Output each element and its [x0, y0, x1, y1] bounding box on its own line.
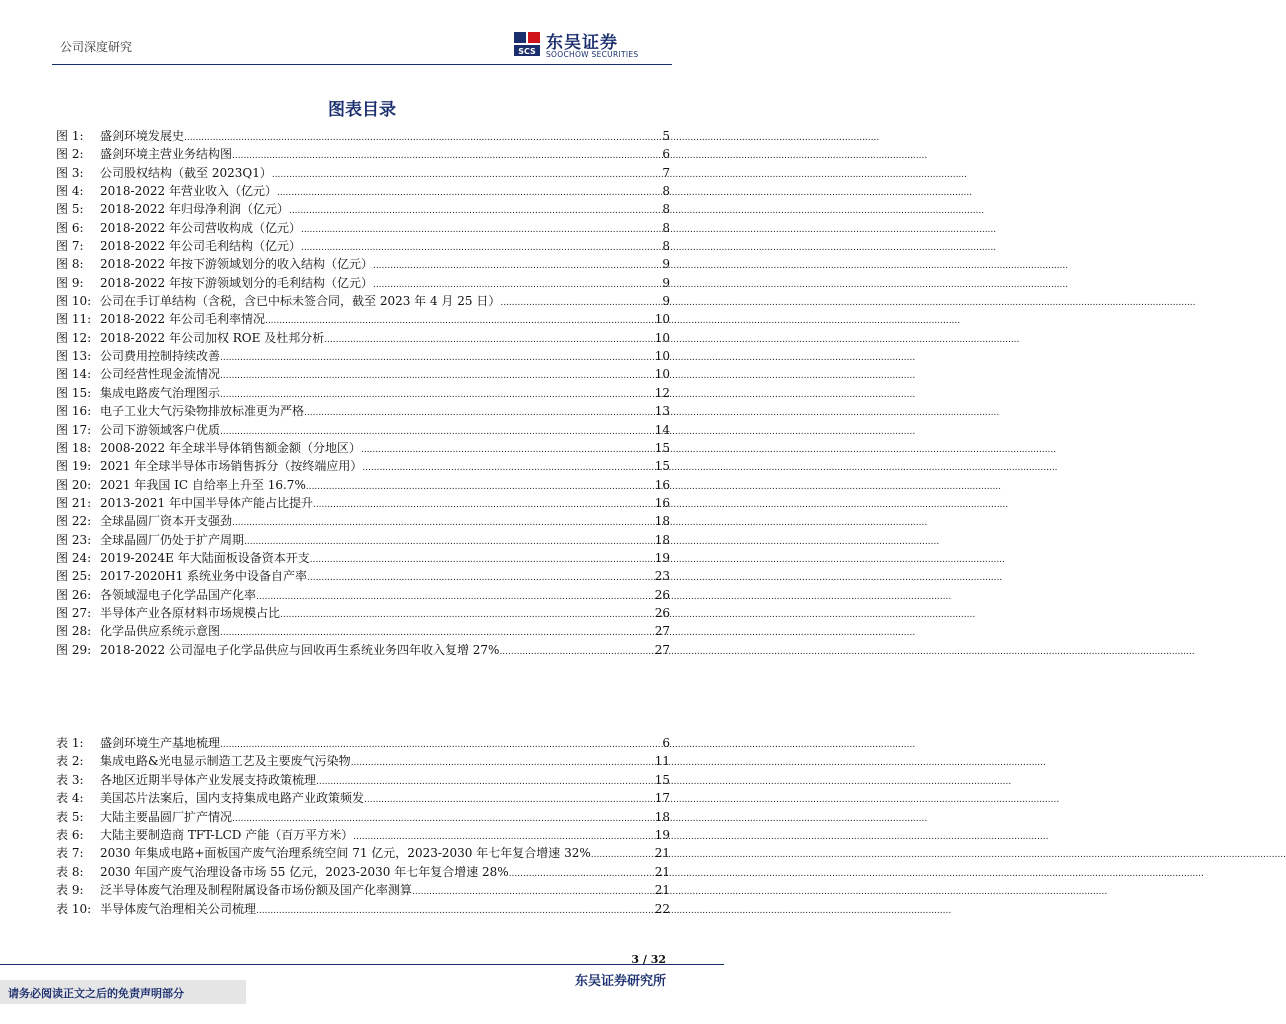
- dot-leader: [310, 551, 654, 569]
- entry-title[interactable]: 2021 年全球半导体市场销售拆分（按终端应用）: [100, 459, 363, 474]
- svg-text:SCS: SCS: [518, 47, 536, 56]
- entry-title[interactable]: 半导体产业各原材料市场规模占比: [100, 605, 281, 620]
- entry-title[interactable]: 各地区近期半导体产业发展支持政策梳理: [100, 772, 317, 787]
- entry-page-number[interactable]: 23: [654, 569, 670, 584]
- disclaimer-box: [0, 980, 246, 1004]
- figure-toc-entry[interactable]: [56, 200, 670, 218]
- entry-page-number[interactable]: 21: [654, 883, 670, 898]
- entry-label: 图 15:: [56, 385, 92, 400]
- figure-toc-entry[interactable]: [56, 237, 670, 255]
- entry-title[interactable]: 化学品供应系统示意图: [100, 624, 221, 639]
- entry-label: 图 3:: [56, 165, 84, 180]
- entry-label: 图 8:: [56, 257, 84, 272]
- entry-label: 表 6:: [56, 827, 84, 842]
- dot-leader: [361, 441, 654, 459]
- entry-page-number[interactable]: 18: [654, 514, 670, 529]
- dot-leader: [256, 588, 654, 606]
- entry-page-number[interactable]: 9: [662, 275, 670, 290]
- entry-title[interactable]: 盛剑环境主营业务结构图: [100, 147, 233, 162]
- entry-title[interactable]: 2018-2022 年按下游领域划分的毛利结构（亿元）: [100, 275, 373, 290]
- entry-page-number[interactable]: 27: [654, 624, 670, 639]
- entry-page-number[interactable]: 10: [654, 367, 670, 382]
- entry-page-number[interactable]: 15: [654, 440, 670, 455]
- logo-chinese-name: 东吴证券: [546, 33, 618, 53]
- dot-leader: [232, 514, 654, 532]
- dot-leader: [306, 478, 654, 496]
- figure-toc-entry[interactable]: [56, 255, 670, 273]
- page-header: [52, 28, 672, 64]
- entry-title[interactable]: 盛剑环境生产基地梳理: [100, 736, 221, 750]
- entry-page-number[interactable]: 8: [662, 202, 670, 217]
- entry-page-number[interactable]: 15: [654, 459, 670, 474]
- entry-label: 表 7:: [56, 846, 84, 861]
- table-toc-entry[interactable]: [56, 900, 670, 918]
- entry-page-number[interactable]: 21: [654, 864, 670, 879]
- dot-leader: [412, 883, 654, 901]
- entry-label: 图 22:: [56, 514, 92, 529]
- entry-page-number[interactable]: 18: [654, 809, 670, 824]
- dot-leader: [499, 643, 653, 661]
- dot-leader: [362, 459, 653, 477]
- entry-page-number[interactable]: 26: [654, 587, 670, 602]
- figure-toc-entry[interactable]: [56, 219, 670, 237]
- entry-page-number[interactable]: 19: [654, 827, 670, 842]
- entry-label: 图 17:: [56, 422, 92, 437]
- entry-page-number[interactable]: 15: [654, 772, 670, 787]
- entry-label: 图 27:: [56, 605, 92, 620]
- dot-leader: [373, 257, 661, 275]
- figure-toc-entry[interactable]: [56, 439, 670, 457]
- table-toc-entry[interactable]: [56, 752, 670, 770]
- entry-title[interactable]: 集成电路废气治理图示: [100, 385, 221, 400]
- entry-title[interactable]: 公司下游领域客户优质: [100, 422, 221, 437]
- entry-label: 图 28:: [56, 624, 92, 639]
- table-toc-entry[interactable]: [56, 881, 670, 899]
- figure-toc-entry[interactable]: [56, 604, 670, 622]
- figure-toc-entry[interactable]: [56, 457, 670, 475]
- dot-leader: [364, 791, 654, 809]
- entry-label: 表 9:: [56, 883, 84, 898]
- dot-leader: [256, 902, 654, 920]
- entry-title[interactable]: 2030 年国产废气治理设备市场 55 亿元，2023-2030 年七年复合增速 28%: [100, 864, 509, 879]
- entry-label: 图 26:: [56, 587, 92, 602]
- entry-page-number[interactable]: 6: [662, 736, 670, 750]
- entry-title[interactable]: 2008-2022 年全球半导体销售额金额（分地区）: [100, 440, 361, 455]
- figure-toc-entry[interactable]: [56, 586, 670, 604]
- entry-label: 表 3:: [56, 772, 84, 787]
- dot-leader: [304, 404, 654, 422]
- entry-title[interactable]: 大陆主要制造商 TFT-LCD 产能（百万平方米）: [100, 827, 354, 842]
- entry-page-number[interactable]: 9: [662, 294, 670, 309]
- entry-label: 图 25:: [56, 569, 92, 584]
- entry-title[interactable]: 2018-2022 公司湿电子化学品供应与回收再生系统业务四年收入复增 27%: [100, 642, 500, 657]
- logo-english-name: SOOCHOW SECURITIES: [546, 50, 639, 59]
- entry-page-number[interactable]: 27: [654, 642, 670, 657]
- dot-leader: [184, 129, 661, 147]
- institute-name: 东吴证券研究所: [574, 974, 666, 989]
- entry-label: 图 29:: [56, 642, 92, 657]
- entry-label: 图 6:: [56, 220, 84, 235]
- entry-page-number[interactable]: 5: [662, 129, 670, 143]
- entry-page-number[interactable]: 7: [662, 165, 670, 180]
- entry-label: 表 10:: [56, 901, 92, 916]
- entry-page-number[interactable]: 8: [662, 239, 670, 254]
- page-number: 3 / 32: [631, 953, 666, 966]
- entry-page-number[interactable]: 12: [654, 385, 670, 400]
- dot-leader: [324, 331, 654, 349]
- entry-title[interactable]: 全球晶圆厂仍处于扩产周期: [100, 532, 245, 547]
- entry-title[interactable]: 2018-2022 年公司营收构成（亿元）: [100, 220, 301, 235]
- figure-toc-entry[interactable]: [56, 310, 670, 328]
- entry-page-number[interactable]: 10: [654, 312, 670, 327]
- entry-label: 图 18:: [56, 440, 92, 455]
- entry-label: 图 21:: [56, 495, 92, 510]
- table-toc-entry[interactable]: [56, 863, 670, 881]
- entry-label: 图 9:: [56, 275, 84, 290]
- footer-divider: [0, 964, 724, 965]
- dot-leader: [220, 367, 654, 385]
- entry-page-number[interactable]: 16: [654, 495, 670, 510]
- report-type-label: 公司深度研究: [60, 40, 133, 54]
- entry-page-number[interactable]: 26: [654, 605, 670, 620]
- entry-page-number[interactable]: 8: [662, 184, 670, 199]
- entry-title[interactable]: 大陆主要晶圆厂扩产情况: [100, 809, 233, 824]
- figure-toc-entry[interactable]: [56, 567, 670, 585]
- dot-leader: [301, 221, 661, 239]
- entry-label: 表 5:: [56, 809, 84, 824]
- dot-leader: [591, 846, 654, 864]
- entry-label: 图 24:: [56, 550, 92, 565]
- figure-toc-entry[interactable]: [56, 494, 670, 512]
- table-toc-entry[interactable]: [56, 844, 670, 862]
- entry-page-number[interactable]: 10: [654, 349, 670, 364]
- entry-label: 图 2:: [56, 147, 84, 162]
- dot-leader: [313, 496, 654, 514]
- dot-leader: [509, 865, 654, 883]
- entry-page-number[interactable]: 10: [654, 330, 670, 345]
- table-toc-entry[interactable]: [56, 808, 670, 826]
- dot-leader: [351, 754, 654, 772]
- entry-title[interactable]: 集成电路&光电显示制造工艺及主要废气污染物: [100, 754, 351, 769]
- entry-label: 图 10:: [56, 294, 92, 309]
- entry-page-number[interactable]: 19: [654, 550, 670, 565]
- entry-title[interactable]: 2018-2022 年公司毛利结构（亿元）: [100, 239, 301, 254]
- entry-title[interactable]: 美国芯片法案后，国内支持集成电路产业政策频发: [100, 791, 365, 806]
- entry-label: 图 16:: [56, 404, 92, 419]
- entry-title[interactable]: 2018-2022 年公司加权 ROE 及杜邦分析: [100, 330, 325, 345]
- entry-title[interactable]: 2018-2022 年归母净利润（亿元）: [100, 202, 289, 217]
- soochow-logo-mark-icon: [512, 30, 542, 58]
- entry-title[interactable]: 泛半导体废气治理及制程附属设备市场份额及国产化率测算: [100, 883, 413, 898]
- entry-label: 图 20:: [56, 477, 92, 492]
- dot-leader: [272, 166, 662, 184]
- header-divider: [52, 64, 672, 65]
- table-toc-entry[interactable]: [56, 826, 670, 844]
- entry-page-number[interactable]: 13: [654, 404, 670, 419]
- entry-page-number[interactable]: 22: [654, 901, 670, 916]
- entry-label: 图 1:: [56, 129, 84, 143]
- table-toc-entry[interactable]: [56, 734, 670, 752]
- table-toc-entry[interactable]: [56, 789, 670, 807]
- entry-label: 图 14:: [56, 367, 92, 382]
- figure-toc-entry[interactable]: [56, 512, 670, 530]
- entry-page-number[interactable]: 16: [654, 477, 670, 492]
- entry-title[interactable]: 2018-2022 年公司毛利率情况: [100, 312, 265, 327]
- figure-toc-entry[interactable]: [56, 531, 670, 549]
- entry-label: 图 23:: [56, 532, 92, 547]
- dot-leader: [500, 294, 661, 312]
- figure-toc-entry[interactable]: [56, 347, 670, 365]
- dot-leader: [289, 202, 661, 220]
- entry-title[interactable]: 2017-2020H1 系统业务中设备自产率: [100, 569, 308, 584]
- entry-title[interactable]: 公司股权结构（截至 2023Q1）: [100, 165, 272, 180]
- dot-leader: [307, 569, 654, 587]
- entry-title[interactable]: 公司费用控制持续改善: [100, 349, 221, 364]
- entry-title[interactable]: 电子工业大气污染物排放标准更为严格: [100, 404, 305, 419]
- entry-title[interactable]: 2021 年我国 IC 自给率上升至 16.7%: [100, 477, 306, 492]
- tables-list: [56, 734, 670, 918]
- entry-title[interactable]: 公司经营性现金流情况: [100, 367, 221, 382]
- entry-title[interactable]: 2018-2022 年营业收入（亿元）: [100, 184, 277, 199]
- entry-title[interactable]: 2018-2022 年按下游领域划分的收入结构（亿元）: [100, 257, 373, 272]
- dot-leader: [220, 349, 654, 367]
- dot-leader: [232, 147, 661, 165]
- disclaimer-text: 请务必阅读正文之后的免责声明部分: [8, 987, 184, 1000]
- entry-label: 图 12:: [56, 330, 92, 345]
- figure-toc-entry[interactable]: [56, 402, 670, 420]
- entry-title[interactable]: 盛剑环境发展史: [100, 129, 185, 143]
- entry-label: 表 2:: [56, 754, 84, 769]
- entry-label: 图 4:: [56, 184, 84, 199]
- entry-page-number[interactable]: 21: [654, 846, 670, 861]
- entry-page-number[interactable]: 18: [654, 532, 670, 547]
- figure-toc-entry[interactable]: [56, 641, 670, 659]
- figures-list: [56, 127, 670, 659]
- entry-label: 表 8:: [56, 864, 84, 879]
- figure-toc-entry[interactable]: [56, 476, 670, 494]
- entry-page-number[interactable]: 6: [662, 147, 670, 162]
- entry-title[interactable]: 2019-2024E 年大陆面板设备资本开支: [100, 550, 310, 565]
- entry-title[interactable]: 半导体废气治理相关公司梳理: [100, 901, 257, 916]
- entry-title[interactable]: 全球晶圆厂资本开支强劲: [100, 514, 233, 529]
- entry-label: 表 4:: [56, 791, 84, 806]
- figure-toc-entry[interactable]: [56, 274, 670, 292]
- page-title: 图表目录: [328, 100, 396, 120]
- entry-page-number[interactable]: 17: [654, 791, 670, 806]
- entry-label: 图 11:: [56, 312, 92, 327]
- figure-toc-entry[interactable]: [56, 127, 670, 145]
- entry-title[interactable]: 2030 年集成电路+面板国产废气治理系统空间 71 亿元，2023-2030 年七年复合增速 32%: [100, 846, 591, 861]
- entry-page-number[interactable]: 14: [654, 422, 670, 437]
- figure-toc-entry[interactable]: [56, 622, 670, 640]
- figure-toc-entry[interactable]: [56, 549, 670, 567]
- figure-toc-entry[interactable]: [56, 164, 670, 182]
- figure-toc-entry[interactable]: [56, 421, 670, 439]
- figure-toc-entry[interactable]: [56, 329, 670, 347]
- figure-toc-entry[interactable]: [56, 292, 670, 310]
- entry-page-number[interactable]: 8: [662, 220, 670, 235]
- entry-label: 图 19:: [56, 459, 92, 474]
- entry-label: 图 13:: [56, 349, 92, 364]
- soochow-logo: [512, 28, 672, 62]
- entry-label: 表 1:: [56, 736, 84, 750]
- entry-title[interactable]: 2013-2021 年中国半导体产能占比提升: [100, 495, 313, 510]
- figure-toc-entry[interactable]: [56, 182, 670, 200]
- dot-leader: [277, 184, 661, 202]
- dot-leader: [280, 606, 654, 624]
- figure-toc-entry[interactable]: [56, 384, 670, 402]
- entry-label: 图 7:: [56, 239, 84, 254]
- table-toc-entry[interactable]: [56, 771, 670, 789]
- figure-toc-entry[interactable]: [56, 365, 670, 383]
- entry-label: 图 5:: [56, 202, 84, 217]
- dot-leader: [316, 773, 654, 791]
- entry-title[interactable]: 各领域湿电子化学品国产化率: [100, 587, 257, 602]
- entry-title[interactable]: 公司在手订单结构（含税，含已中标未签合同，截至 2023 年 4 月 25 日）: [100, 294, 501, 309]
- entry-page-number[interactable]: 11: [654, 754, 670, 769]
- figure-toc-entry[interactable]: [56, 145, 670, 163]
- entry-page-number[interactable]: 9: [662, 257, 670, 272]
